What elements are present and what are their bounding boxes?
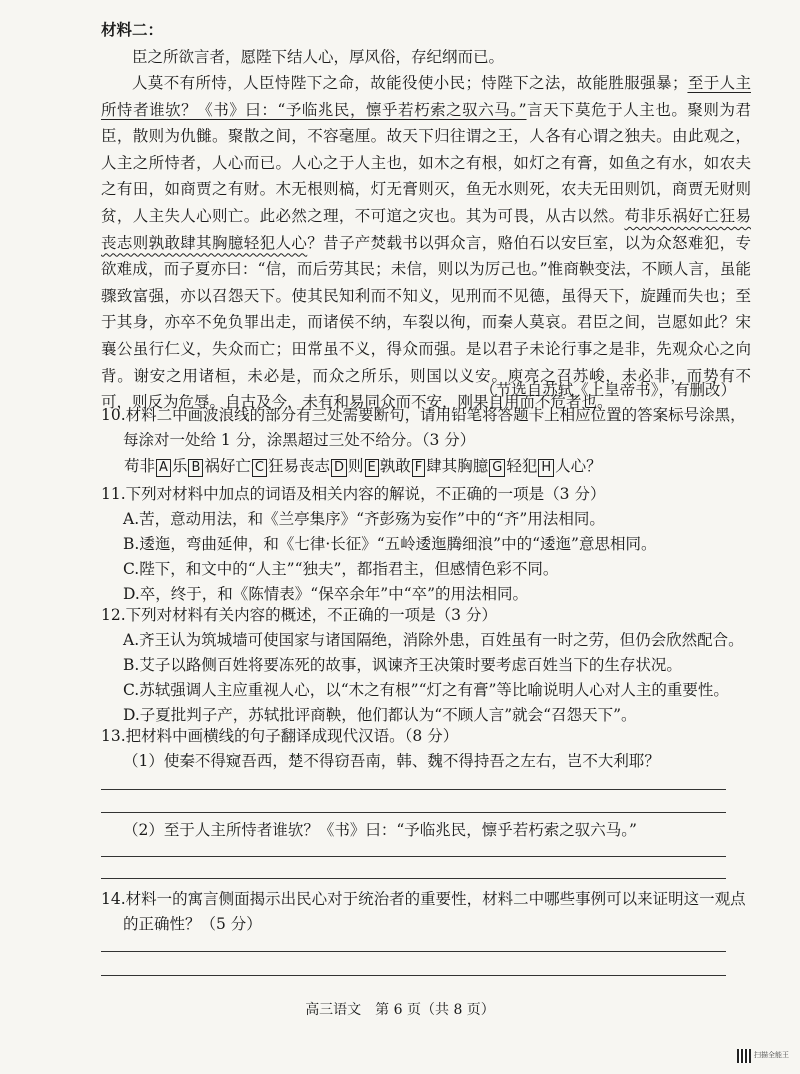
question-11 [101, 482, 751, 607]
segment-text: 人心？ [555, 457, 602, 475]
option-b: B.逶迤，弯曲延伸，和《七律·长征》“五岭逶迤腾细浪”中的“逶迤”意思相同。 [123, 535, 657, 553]
option-box-g[interactable]: G [489, 459, 505, 477]
segment-text: 轻犯 [506, 457, 538, 475]
answer-line[interactable] [101, 878, 726, 879]
question-stem: 10.材料二中画波浪线的部分有三处需要断句，请用铅笔将答题卡上相应位置的答案标号涂黑，每涂对一处给 1 分，涂黑超过三处不给分。（3 分） [101, 406, 746, 449]
option-box-f[interactable]: F [412, 459, 425, 477]
question-13 [101, 724, 751, 774]
page-footer: 高三语文 第 6 页（共 8 页） [305, 1002, 495, 1018]
option-a: A.苦，意动用法，和《兰亭集序》“齐彭殇为妄作”中的“齐”用法相同。 [123, 510, 605, 528]
option-c: C.陛下，和文中的“人主”“独夫”，都指君主，但感情色彩不同。 [123, 560, 559, 578]
option-box-e[interactable]: E [365, 459, 379, 477]
segment-text: 狂易丧志 [267, 457, 330, 475]
question-stem: 11.下列对材料中加点的词语及相关内容的解说，不正确的一项是（3 分） [101, 485, 606, 503]
question-stem: 14.材料一的寓言侧面揭示出民心对于统治者的重要性，材料二中哪些事例可以来证明这一观点的正确性？（5 分） [101, 890, 746, 933]
passage-paragraph-2 [101, 70, 751, 416]
segment-text: 乐 [171, 457, 188, 475]
answer-line[interactable] [101, 789, 726, 790]
question-13-part-2 [101, 818, 751, 843]
option-d: D.子夏批判子产，苏轼批评商鞅，他们都认为“不顾人言”就会“召怨天下”。 [123, 706, 637, 724]
passage-text: 人莫不有所恃，人臣恃陛下之命，故能役使小民；恃陛下之法，故能胜服强暴； [132, 74, 688, 92]
answer-line[interactable] [101, 951, 726, 952]
segment-text: 祸好亡 [204, 457, 251, 475]
option-box-d[interactable]: D [331, 459, 347, 477]
segment-text: 孰敢 [379, 457, 411, 475]
option-box-a[interactable]: A [156, 459, 171, 477]
segment-text: 肆其胸臆 [426, 457, 489, 475]
sentence-break-options [124, 454, 602, 477]
question-stem: 12.下列对材料有关内容的概述，不正确的一项是（3 分） [101, 606, 497, 624]
source-note: （节选自苏轼《上皇帝书》，有删改） [480, 381, 736, 399]
answer-line[interactable] [101, 975, 726, 976]
sentence-1: （1）使秦不得窥吾西，楚不得窃吾南，韩、魏不得持吾之左右，岂不大利耶？ [123, 752, 660, 770]
segment-text: 则 [347, 457, 364, 475]
question-14 [101, 887, 751, 937]
option-a: A.齐王认为筑城墙可使国家与诸国隔绝，消除外患，百姓虽有一时之劳，但仍会欣然配合。 [123, 631, 744, 649]
wavy-underlined-sentence: 苟非乐祸好亡狂易丧志则孰敢肆其胸臆轻犯人心 [101, 206, 751, 252]
option-d: D.卒，终于，和《陈情表》“保卒余年”中“卒”的用法相同。 [123, 585, 528, 603]
passage-text: 言天下莫危于人主也。聚则为君臣，散则为仇雠。聚散之间，不容毫厘。故天下归往谓之王，人各有心谓之独夫。由此观之，人主之所恃者，人心而已。人心之于人主也，如木之有根，如灯之有膏，如鱼之有水，如农夫之有田，如商贾之有财。木无根则槁，灯无膏则灭，鱼无水则死，农夫无田则饥，商贾无财则贫，人主失人心则亡。此必然之理，不可逭之灾也。其为可畏，从古以然。 [101, 100, 751, 225]
underlined-sentence: 至于人主所恃者谁欤？《书》曰：“予临兆民，懔乎若朽索之驭六马。” [101, 74, 751, 119]
question-12 [101, 603, 751, 728]
passage-paragraph-1: 臣之所欲言者，愿陛下结人心，厚风俗，存纪纲而已。 [132, 48, 505, 66]
passage-text: ？昔子产焚载书以弭众言，赂伯石以安巨室，以为众怒难犯，专欲难成，而子夏亦曰：“信，而后劳其民；未信，则以为厉己也。”惟商鞅变法，不顾人言，虽能骤致富强，亦以召怨天下。使其民知利而不知义，见刑而不见德，虽得天下，旋踵而失也；至于其身，亦卒不免负罪出走，而诸侯不纳，车裂以徇，而秦人莫哀。君臣之间，岂愿如此？宋襄公虽行仁义，失众而亡；田常虽不义，得众而强。是以君子未论行事之是非，先观众心之向背。谢安之用诸桓，未必是，而众之所乐，则国以义安。庾亮之召苏峻，未必非，而势有不可，则反为危辱。自古及今，未有和易同众而不安，刚果自用而不危者也。 [101, 233, 751, 412]
watermark-label: 扫描全能王 [754, 1051, 789, 1059]
option-box-b[interactable]: B [188, 459, 203, 477]
section-heading: 材料二： [101, 20, 164, 39]
segment-text: 苟非 [124, 457, 156, 475]
option-c: C.苏轼强调人主应重视人心，以“木之有根”“灯之有膏”等比喻说明人心对人主的重要性。 [123, 681, 729, 699]
qr-code-icon [737, 1049, 751, 1063]
answer-line[interactable] [101, 856, 726, 857]
question-stem: 13.把材料中画横线的句子翻译成现代汉语。（8 分） [101, 727, 459, 745]
sentence-2: （2）至于人主所恃者谁欤？《书》曰：“予临兆民，懔乎若朽索之驭六马。” [123, 821, 637, 839]
option-box-c[interactable]: C [252, 459, 267, 477]
answer-line[interactable] [101, 812, 726, 813]
question-10 [101, 403, 751, 453]
option-box-h[interactable]: H [538, 459, 554, 477]
option-b: B.艾子以路侧百姓将要冻死的故事，讽谏齐王决策时要考虑百姓当下的生存状况。 [123, 656, 682, 674]
